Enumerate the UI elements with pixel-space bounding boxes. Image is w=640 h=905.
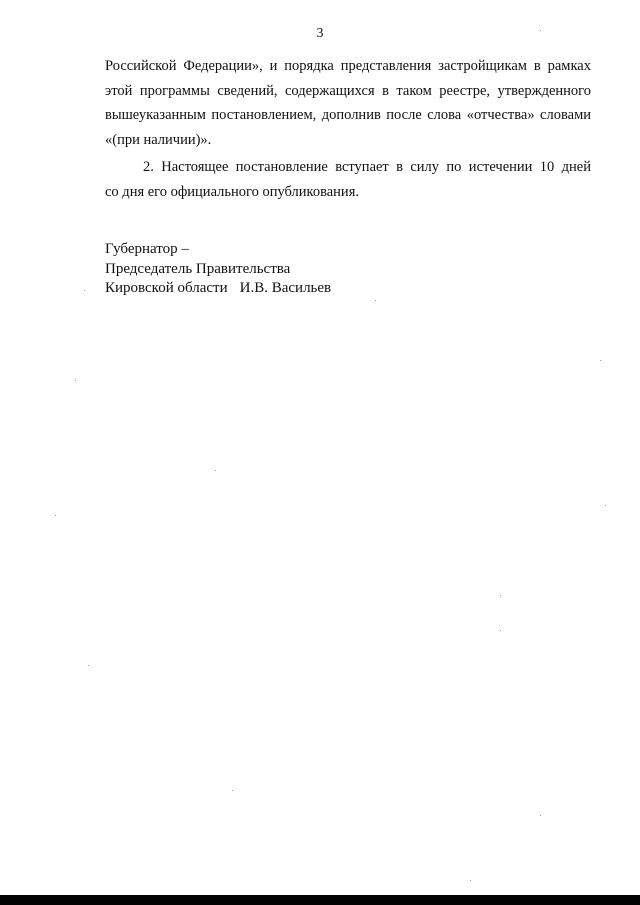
scan-speck xyxy=(600,360,601,361)
scan-speck xyxy=(500,595,501,596)
scan-speck xyxy=(88,665,89,666)
paragraph-line: Российской Федерации», и порядка представления застройщикам в рамках xyxy=(105,58,591,74)
scan-speck xyxy=(605,505,606,506)
scan-speck xyxy=(84,290,85,291)
paragraph-line: этой программы сведений, содержащихся в таком реестре, утвержденного xyxy=(105,82,591,99)
paragraph-line: вышеуказанным постановлением, дополнив после слова «отчества» словами xyxy=(105,107,591,123)
scan-bottom-edge xyxy=(0,895,640,905)
scan-speck xyxy=(500,630,501,631)
scan-speck xyxy=(540,815,541,816)
scan-speck xyxy=(375,300,376,301)
scan-speck xyxy=(540,30,541,31)
signature-title-line: Председатель Правительства xyxy=(105,260,291,277)
scan-speck xyxy=(55,515,56,516)
signatory-name: И.В. Васильев xyxy=(239,280,332,296)
paragraph-effective-date xyxy=(105,155,591,204)
paragraph-line: 2. Настоящее постановление вступает в силу по истечении 10 дней xyxy=(143,159,591,175)
signature-region: Кировской области xyxy=(105,280,228,296)
signature-title-line: Губернатор – xyxy=(105,241,189,257)
paragraph-amendment xyxy=(105,54,591,152)
scan-speck xyxy=(232,790,233,791)
paragraph-line: «(при наличии)». xyxy=(105,131,212,148)
scan-speck xyxy=(215,470,216,471)
signature-title-line xyxy=(105,279,331,299)
page-number: 3 xyxy=(316,26,324,41)
paragraph-line: со дня его официального опубликования. xyxy=(105,183,359,200)
signature-block xyxy=(105,240,331,299)
scan-speck xyxy=(470,880,471,881)
scan-speck xyxy=(75,380,76,381)
